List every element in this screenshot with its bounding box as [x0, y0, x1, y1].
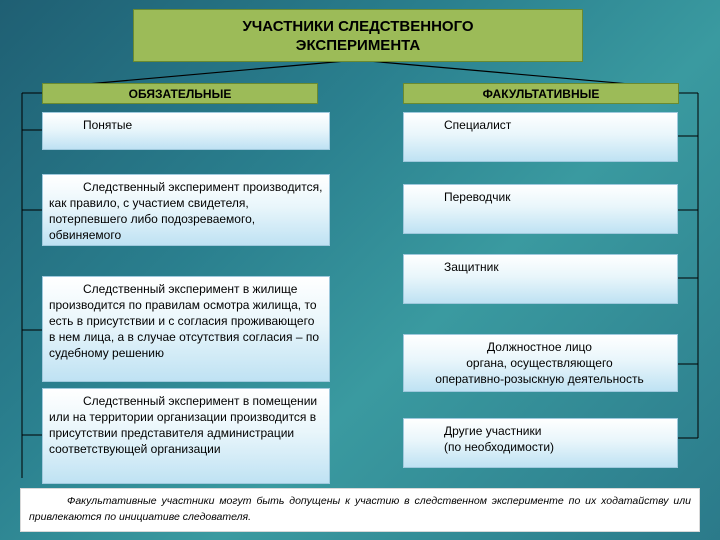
right-item-official: Должностное лицо органа, осуществляющего оперативно-розыскную деятельность: [403, 334, 678, 392]
right-item-specialist: Специалист: [403, 112, 678, 162]
right-item-interpreter: Переводчик: [403, 184, 678, 234]
left-item-participants: Следственный эксперимент производится, как правило, с участием свидетеля, потерпевшего либо подозреваемого, обвиняемого: [42, 174, 330, 246]
footnote: Факультативные участники могут быть допущены к участию в следственном эксперименте по их ходатайству или привлекаются по инициативе следователя.: [20, 488, 700, 532]
left-item-organization: Следственный эксперимент в помещении или на территории организации производится в присутствии представителя администрации соответствующей организации: [42, 388, 330, 484]
category-optional: ФАКУЛЬТАТИВНЫЕ: [403, 83, 679, 104]
left-item-dwelling: Следственный эксперимент в жилище производится по правилам осмотра жилища, то есть в присутствии и с согласия проживающего в нем лица, а в случае отсутствия согласия – по судебному решению: [42, 276, 330, 382]
left-item-witnesses: Понятые: [42, 112, 330, 150]
diagram-title: УЧАСТНИКИ СЛЕДСТВЕННОГО ЭКСПЕРИМЕНТА: [133, 9, 583, 62]
right-item-others: Другие участники (по необходимости): [403, 418, 678, 468]
right-item-defender: Защитник: [403, 254, 678, 304]
category-mandatory: ОБЯЗАТЕЛЬНЫЕ: [42, 83, 318, 104]
